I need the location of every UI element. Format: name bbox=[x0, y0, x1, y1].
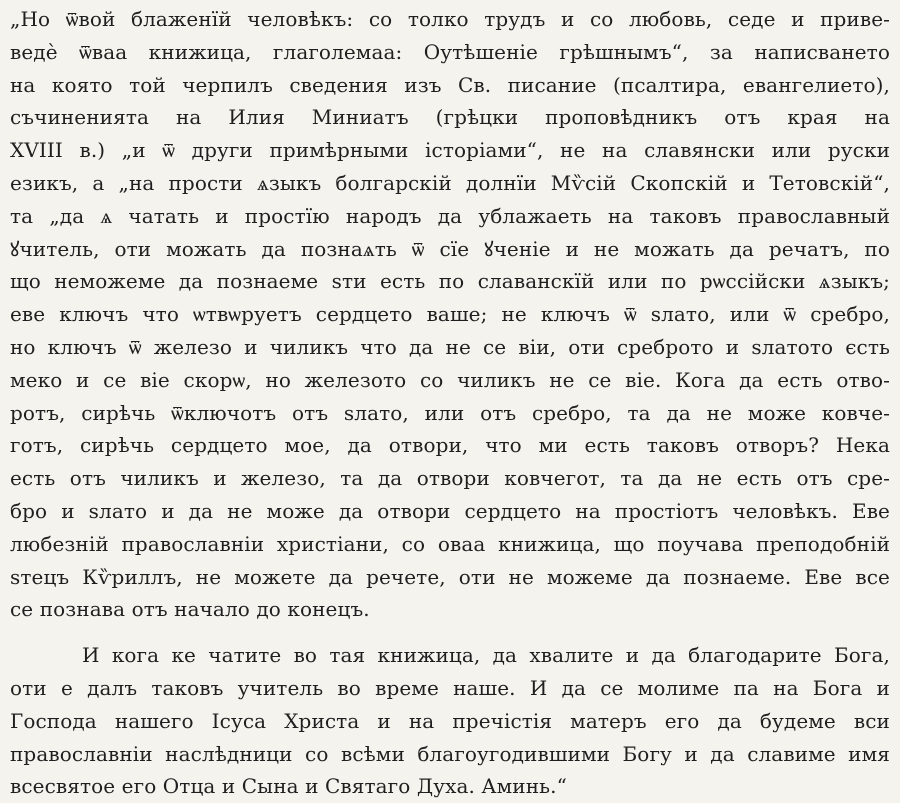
text-line: еве ключъ что ѡтвѡруетъ сердцето ваше; не ключъ ѿ ѕлато, или ѿ сребро, bbox=[10, 302, 890, 327]
text-line: готъ, сирѣчь сердцето мое, да отвори, что ми есть таковъ отворъ? Нека bbox=[10, 433, 890, 458]
text-line: всесвятое его Отца и Сына и Святаго Духа. Аминь.“ bbox=[10, 774, 567, 799]
text-line: есть отъ чиликъ и железо, та да отвори ковчегот, та да не есть отъ сре- bbox=[10, 466, 890, 491]
text-line: любезній православніи христіани, со оваа книжица, що поучава преподобній bbox=[10, 531, 890, 556]
text-line: та „да ѧ чатать и простїю народъ да ублажаеть на таковъ православный bbox=[10, 203, 890, 228]
paragraph-1 bbox=[10, 3, 890, 626]
text-line: езикъ, а „на прости ѧзыкъ болгарскій долнїи Мѷсій Скопскій и Тетовскій“, bbox=[10, 170, 890, 195]
text-line: се познава отъ начало до конецъ. bbox=[10, 597, 370, 622]
text-line: Господа нашего Ісуса Христа и на пречістія матеръ его да будеме вси bbox=[10, 708, 890, 733]
text-line: „Но ѿвой блаженїй человѣкъ: со толко трудъ и со любовь, седе и приве- bbox=[10, 7, 890, 31]
paragraph-2 bbox=[10, 639, 890, 803]
text-line: ѕтецъ Кѷриллъ, не можете да речете, оти не можеме да познаеме. Еве все bbox=[10, 564, 890, 589]
text-line: оти е далъ таковъ учитель во времe наше. И да се молиме па на Бога и bbox=[10, 675, 890, 700]
text-line: бро и ѕлато и да не може да отвори сердцето на простіотъ человѣкъ. Еве bbox=[10, 498, 890, 523]
text-line: но ключъ ѿ железо и чиликъ что да не се віи, оти среброто и ѕлатото єсть bbox=[10, 334, 890, 359]
text-line: ротъ, сирѣчь ѿключотъ отъ ѕлато, или отъ сребро, та да не може ковче- bbox=[10, 400, 890, 425]
text-line: ведѐ ѿваа книжица, глаголемаа: Оутѣшеніе грѣшнымъ“, за написването bbox=[10, 39, 890, 64]
text-line: ꙋчитель, оти можать да познаѧть ѿ сїе ꙋченіе и не можать да речатъ, по bbox=[10, 236, 890, 261]
text-line: що неможеме да познаеме ѕти есть по славанскїй или по рѡссійски ѧзыкъ; bbox=[10, 269, 890, 294]
text-line: меко и се віе скорѡ, но железото со чиликъ не се віе. Кога да есть отво- bbox=[10, 367, 890, 392]
text-line: И кога ке чатите во тая книжица, да хвалите и да благодарите Бога, bbox=[82, 643, 890, 668]
text-line: на която той черпилъ сведения изъ Св. писание (псалтира, евангелието), bbox=[10, 72, 890, 97]
text-line: XVIII в.) „и ѿ други примѣрными історіами“, не на славянски или руски bbox=[10, 138, 890, 163]
text-line: православніи наслѣдници со всѣми благоугодившими Богу и да славиме имя bbox=[10, 741, 890, 766]
text-line: съчиненията на Илия Миниатъ (грѣцки проповѣдникъ отъ края на bbox=[10, 105, 890, 130]
